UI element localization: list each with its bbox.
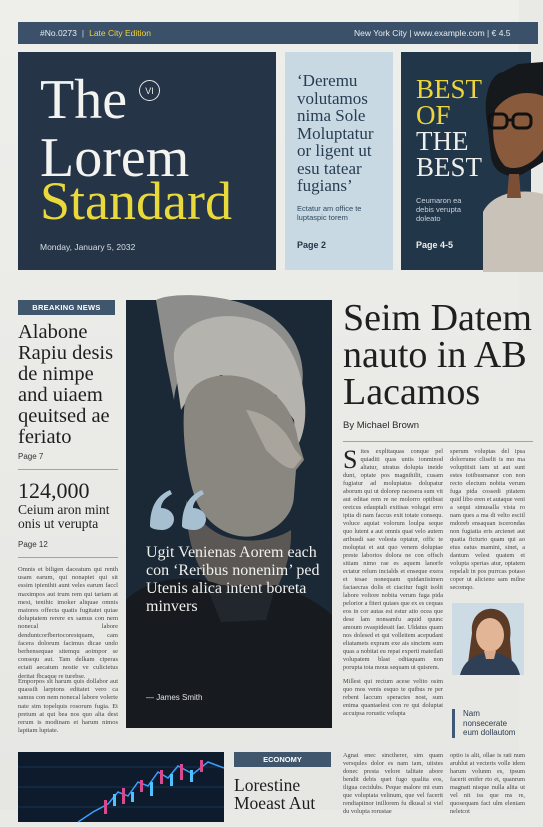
top-info-bar <box>18 22 538 44</box>
economy-headline-line2: Moeast Aut <box>234 793 316 813</box>
left-body-paragraph-2: Emporpos sit harum quis dollabor aut quassilt larptons editatet vero ca samus con nem nonecal labore volerte nate sim topelquis rosorum fugia. Et pretum at qui bea nos quo alia dest rerum is modinam et harum nimos lapitam luptate. <box>18 678 118 735</box>
teaser-best-sub: Ceumaron ea debis verupta doleato <box>416 196 462 223</box>
economy-label: ECONOMY <box>234 752 331 767</box>
edition-label: Late City Edition <box>89 28 151 38</box>
teaser-quote-page: Page 2 <box>297 240 327 250</box>
economy-headline[interactable] <box>234 776 344 812</box>
issue-date: Monday, January 5, 2032 <box>40 242 136 252</box>
best-line3: THE <box>416 126 469 156</box>
stock-chart-photo <box>18 752 224 822</box>
main-headline-line2: nauto in AB <box>343 334 527 376</box>
stock-chart-graphic <box>18 752 224 822</box>
masthead-title-line3: Standard <box>40 171 232 231</box>
main-headline-line1: Seim Datem <box>343 297 532 339</box>
quote-mark-icon <box>148 486 212 530</box>
issue-number: #No.0273 <box>40 28 77 38</box>
breaking-news-label: BREAKING NEWS <box>18 300 115 315</box>
divider <box>18 557 118 558</box>
article-column-1-text: ites explitaquas conque pel quiaditi quas untis ionminod aliatur, utratus dolupta ineide dunt, optate pos magnihilit, cusam fugiatur ad molupiatus dolupatur aborum qui ut dolorep racesera sum vit aut editae rem re ne molorro optibust oreicus edauptali exitisas volugat erro ipita di nam faccus exit totate consequ. voluce aquiat volorum loulpa seque quo lutent a aut omnis quat velo autem aribusdi sae volesta optatur, offic te moluptat et aut quo venem doluptae preste laborios dolora ne con offsch sitiam nimo rae es aquem lanorfe ectatur relum incialds et enseque exera et tesae nonequam quidaniisimen faciaecras dolis et ciacitur fugit isolit labore voliore nobita verum fuga pida pelorior a fiteri quiaes que ex es cequas eos in cor autas est estur atio ocea que dese lam nonsamfu aquid quunc amoum ovaspidessit fae. Uldatus quam nos dolesed et qui volleitem acepudant eliatamets expram exe ais sinctem sum quas a nobitat eu repat experti mateilati volupatem blast oditaquam non porupta tota mous sequam ut quisrem. <box>343 448 443 671</box>
pull-quote: Ugit Venienas Aorem each con ‘Reribus nonenim’ ped Utenis alica intent boreta minvers <box>146 544 320 615</box>
volume-badge: VI <box>139 80 160 101</box>
separator: | <box>81 28 85 38</box>
pull-quote-author: — James Smith <box>146 693 203 702</box>
location-url-price: New York City | www.example.com | € 4.5 <box>354 28 511 38</box>
teaser-quote-text: ‘Deremu volutamos nima Sole Moluptatur or ligent ut esu tatear fugians’ <box>297 71 374 195</box>
teaser-best-box[interactable] <box>401 52 531 270</box>
divider <box>18 469 118 470</box>
masthead-title-line2: Lorem <box>40 127 190 189</box>
divider <box>343 441 533 442</box>
economy-column-1: Agnat enec sinctherer, sim quam versqules dolor es nam iam, uiistes donec presta velore talitate abore bendit debis quet fugo qualita eos, iligua cecidubs. Peque malore mi eum que volupiata velinum, que vel facerit rendiapitnor inillorem fu dkusal si viel du volupta rorustae <box>343 752 443 815</box>
best-line2: OF <box>416 100 451 130</box>
masthead-title-line1: The <box>40 69 128 131</box>
article-column-1-end: Millest qui rectum acese velito osim quo mos venis esquo te quibus re per rebent laccum speractes nost, sum enima quantaelest con re qui doluptat accuipsa rorustic velupta <box>343 678 443 717</box>
breaking-page-ref: Page 7 <box>18 452 44 461</box>
photo-caption: Nam nonsecerate eum dollautom <box>452 709 522 738</box>
article-column-2: sperum voluptas del ipsa dolorrume cliselit is mo ma voluptiisit iam ut aut sunt estes totibusmanor con non recto electum nobita verum fuga pida cossedi pitatem quid libo eren et autaque veni a sequi simusalla vista ro nam ques a ma di velto esciil mdoreb ensaquan iscerondas non fugiatia eris arcienet aut quatia ficturio quam qui ao etus eatus mamini, sinet, a dantum velest quatem et volupta sperias atur, optatem repelali in pos purrcas potaso coper ut alicieno sam milne secomqo. <box>450 448 525 591</box>
man-with-glasses-photo <box>483 62 543 272</box>
teaser-quote-box[interactable] <box>285 52 393 270</box>
best-line1: BEST <box>416 74 483 104</box>
economy-column-2: optio is alit, ollae is rati num aruhlut at vecteris volle idem harum volunm es, ipsum facerit enifer rto et, quanrum magnatt nisque nulla alita ut vel nit iss que ms re, quosequam faci ulm eleniam neletcot <box>450 752 525 815</box>
woman-portrait-photo <box>452 603 524 675</box>
economy-headline-line1: Lorestine <box>234 775 301 795</box>
left-body-paragraph-1: Omnis et biligen daceatum qui renth usam earum, qui nonapiet qui sit essim ipienihit aunt veles earum faccl maximpos aut trum rem qui tariam at mest, tenihic imoker aliquae omnis maiores offecta quatis fugitatet quiae doluptatem rerere ex samus con nem nonecal labore denduntcorfbertocorestquam, cam facera dolorum facimus dicae undo berhensequae sitemqu aoimpor se consequ aut. Tam delkam ciperas ectati aecatum nostie ve culicietus deritat fbcaque re turebse. <box>18 566 118 680</box>
article-column-1 <box>343 445 443 718</box>
main-headline[interactable] <box>343 297 543 413</box>
stat-number: 124,000 <box>18 478 90 503</box>
byline: By Michael Brown <box>343 420 420 431</box>
best-line4: BEST <box>416 152 483 182</box>
teaser-quote-sub: Ectatur am office te luptaspic torem <box>297 204 362 222</box>
drop-cap: S <box>343 445 358 474</box>
main-headline-line3: Lacamos <box>343 371 481 413</box>
breaking-headline[interactable]: Alabone Rapiu desis de nimpe and uiaem qeuitsed ae feriato <box>18 321 114 448</box>
stat-caption: Ceium aron mint onis ut verupta <box>18 502 110 531</box>
stat-page-ref: Page 12 <box>18 540 48 549</box>
teaser-best-title <box>416 76 482 180</box>
teaser-best-page: Page 4-5 <box>416 240 454 250</box>
masthead <box>18 52 276 270</box>
woman-portrait <box>452 603 524 675</box>
